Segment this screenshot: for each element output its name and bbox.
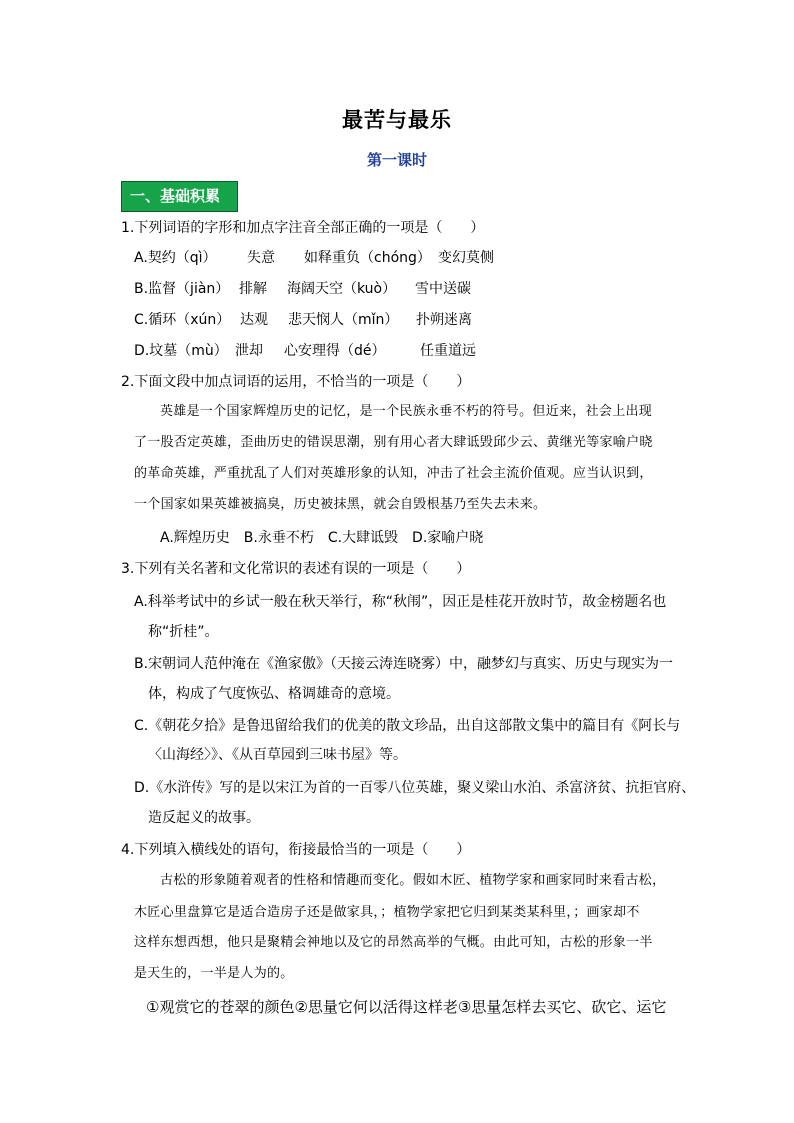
question-3-option-a-line-1: A.科举考试中的乡试一般在秋天举行，称“秋闱”，因正是桂花开放时节，故金榜题名也 — [134, 594, 667, 610]
question-2-passage-line-1: 英雄是一个国家辉煌历史的记忆，是一个民族永垂不朽的符号。但近来，社会上出现 — [160, 404, 653, 419]
question-4-passage-line-1: 古松的形象随着观者的性格和情趣而变化。假如木匠、植物学家和画家同时来看古松， — [160, 873, 666, 888]
question-4-choices: ①观赏它的苍翠的颜色②思量它何以活得这样老③思量怎样去买它、砍它、运它 — [146, 998, 667, 1016]
question-2-stem: 2.下面文段中加点词语的运用，不恰当的一项是（ ） — [121, 374, 471, 390]
q1-d-word-2: 泄却 — [235, 343, 263, 359]
question-2-passage-line-2: 了一股否定英雄，歪曲历史的错误思潮，别有用心者大肆诋毁邱少云、黄继光等家喻户晓 — [134, 435, 653, 450]
q1-a-word-2: 失意 — [247, 250, 275, 266]
q1-b-word-4: 雪中送碳 — [415, 281, 471, 297]
question-4-stem: 4.下列填入横线处的语句，衔接最恰当的一项是（ ） — [121, 842, 471, 858]
question-1-option-c — [134, 310, 472, 330]
question-1-stem: 1.下列词语的字形和加点字注音全部正确的一项是（ ） — [121, 220, 485, 236]
q1-c-word-4: 扑朔迷离 — [416, 312, 472, 328]
lesson-subtitle: 第一课时 — [366, 151, 427, 169]
question-3-option-c-line-2: 〈山海经〉》、《从百草园到三味书屋》等。 — [148, 747, 407, 763]
q1-b-word-3: 海阔天空（kuò） — [287, 281, 397, 297]
question-3-option-c-line-1: C.《朝花夕拾》是鲁迅留给我们的优美的散文珍品，出自这部散文集中的篇目有《阿长与 — [134, 718, 681, 734]
q1-b-word-1: B.监督（jiàn） — [134, 281, 230, 297]
q1-a-word-4: 变幻莫侧 — [438, 250, 494, 266]
question-1-option-d — [134, 341, 476, 361]
q1-b-word-2: 排解 — [239, 281, 267, 297]
question-4-passage-line-4: 是天生的，一半是人为的。 — [134, 966, 294, 981]
question-3-stem: 3.下列有关名著和文化常识的表述有误的一项是（ ） — [121, 561, 471, 577]
question-1-option-b — [134, 279, 471, 299]
q1-d-word-1: D.坟墓（mù） — [134, 343, 228, 359]
q1-a-word-1: A.契约（qì） — [134, 250, 217, 266]
q1-c-word-2: 达观 — [240, 312, 268, 328]
question-3-option-d-line-2: 造反起义的故事。 — [148, 810, 260, 826]
q1-d-word-3: 心安理得（dé） — [284, 343, 386, 359]
question-4-passage-line-2: 木匠心里盘算它是适合造房子还是做家具，；植物学家把它归到某类某科里，；画家却不 — [134, 905, 640, 920]
question-3-option-a-line-2: 称“折桂”。 — [148, 624, 219, 640]
section-header-badge: 一、基础积累 — [121, 181, 238, 212]
page-title: 最苦与最乐 — [342, 108, 452, 132]
q1-a-word-3: 如释重负（chóng） — [304, 250, 431, 266]
question-3-option-b-line-1: B.宋朝词人范仲淹在《渔家傲》（天接云涛连晓雾）中，融梦幻与真实、历史与现实为一 — [134, 656, 674, 672]
question-4-passage-line-3: 这样东想西想，他只是聚精会神地以及它的昂然高举的气概。由此可知，古松的形象一半 — [134, 935, 653, 950]
question-2-passage-line-3: 的革命英雄，严重扰乱了人们对英雄形象的认知，冲击了社会主流价值观。应当认识到， — [134, 466, 653, 481]
question-1-option-a — [134, 248, 494, 268]
q1-d-word-4: 任重道远 — [420, 343, 476, 359]
question-3-option-d-line-1: D.《水浒传》写的是以宋江为首的一百零八位英雄，聚义梁山水泊、杀富济贫、抗拒官府、 — [134, 780, 696, 796]
q1-c-word-3: 悲天悯人（mǐn） — [288, 312, 399, 328]
q1-c-word-1: C.循环（xún） — [134, 312, 231, 328]
question-3-option-b-line-2: 体，构成了气度恢弘、格调雄奇的意境。 — [148, 686, 400, 702]
question-2-passage-line-4: 一个国家如果英雄被搞臭，历史被抹黑，就会自毁根基乃至失去未来。 — [134, 497, 547, 512]
question-2-options: A.辉煌历史 B.永垂不朽 C.大肆诋毁 D.家喻户晓 — [160, 530, 484, 546]
